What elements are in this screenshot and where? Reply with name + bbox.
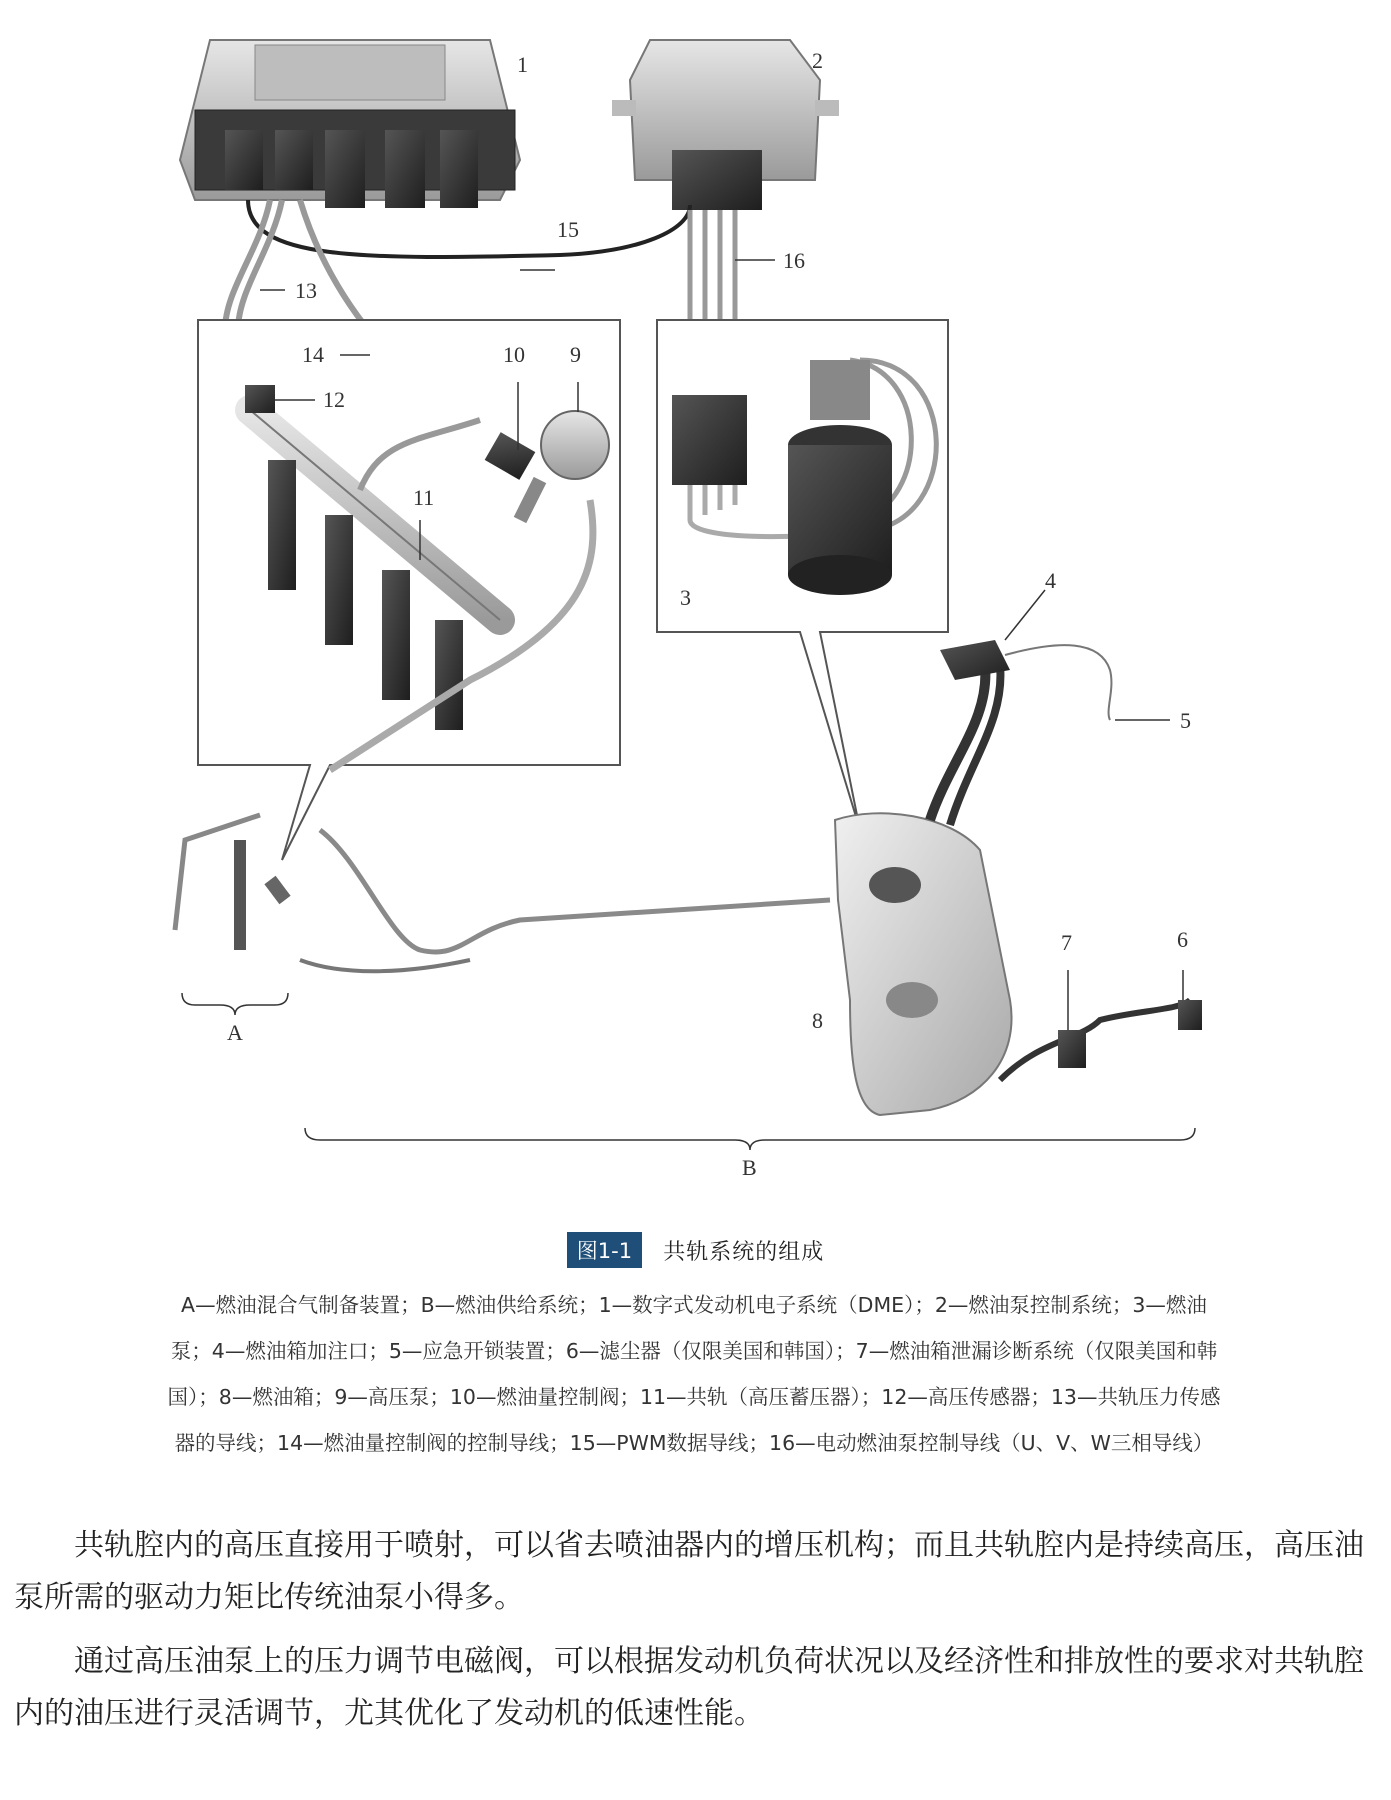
group-label-a: A xyxy=(227,1020,243,1045)
leak-diagnosis-illustration xyxy=(1000,1000,1202,1080)
fuel-lines xyxy=(175,815,830,971)
body-paragraph-2 xyxy=(14,1636,1374,1740)
figure-title: 共轨系统的组成 xyxy=(663,1239,825,1265)
filler-neck-illustration xyxy=(940,640,1111,720)
callout-14: 14 xyxy=(302,342,324,367)
callout-3: 3 xyxy=(680,585,691,610)
callout-8: 8 xyxy=(812,1008,823,1033)
body-paragraph-1 xyxy=(14,1520,1374,1624)
figure-legend xyxy=(44,1282,1344,1466)
inset-rail-box xyxy=(198,320,620,860)
figure-number-badge: 图1-1 xyxy=(567,1232,642,1268)
group-label-b: B xyxy=(742,1155,757,1180)
callout-13: 13 xyxy=(295,278,317,303)
callout-11: 11 xyxy=(413,485,435,510)
fuel-pump-control-illustration xyxy=(612,40,839,210)
callout-1: 1 xyxy=(517,52,528,77)
callout-12: 12 xyxy=(323,387,345,412)
callout-7: 7 xyxy=(1061,930,1072,955)
legend-line: 泵；4—燃油箱加注口；5—应急开锁装置；6—滤尘器（仅限美国和韩国）；7—燃油箱泄漏诊断系统（仅限美国和韩 xyxy=(170,1339,1218,1363)
callout-6: 6 xyxy=(1177,927,1188,952)
paragraph-text: 共轨腔内的高压直接用于喷射，可以省去喷油器内的增压机构；而且共轨腔内是持续高压，高压油泵所需的驱动力矩比传统油泵小得多。 xyxy=(14,1528,1364,1615)
callout-2: 2 xyxy=(812,48,823,73)
inset-pump-box xyxy=(657,320,948,830)
fuel-tank-illustration xyxy=(835,665,1012,1115)
callout-9: 9 xyxy=(570,342,581,367)
legend-line: 国）；8—燃油箱；9—高压泵；10—燃油量控制阀；11—共轨（高压蓄压器）；12—高压传感器；13—共轨压力传感 xyxy=(167,1385,1221,1409)
callout-4: 4 xyxy=(1045,568,1056,593)
callout-15: 15 xyxy=(557,217,579,242)
dme-ecu-illustration xyxy=(180,40,520,208)
paragraph-text: 通过高压油泵上的压力调节电磁阀，可以根据发动机负荷状况以及经济性和排放性的要求对共轨腔内的油压进行灵活调节，尤其优化了发动机的低速性能。 xyxy=(14,1644,1364,1731)
callout-5: 5 xyxy=(1180,708,1191,733)
figure-caption xyxy=(0,1232,1391,1268)
callout-10: 10 xyxy=(503,342,525,367)
legend-line: 器的导线；14—燃油量控制阀的控制导线；15—PWM数据导线；16—电动燃油泵控制导线（U、V、W三相导线） xyxy=(174,1431,1214,1455)
callout-16: 16 xyxy=(783,248,805,273)
legend-line: A—燃油混合气制备装置；B—燃油供给系统；1—数字式发动机电子系统（DME）；2—燃油泵控制系统；3—燃油 xyxy=(181,1293,1207,1317)
